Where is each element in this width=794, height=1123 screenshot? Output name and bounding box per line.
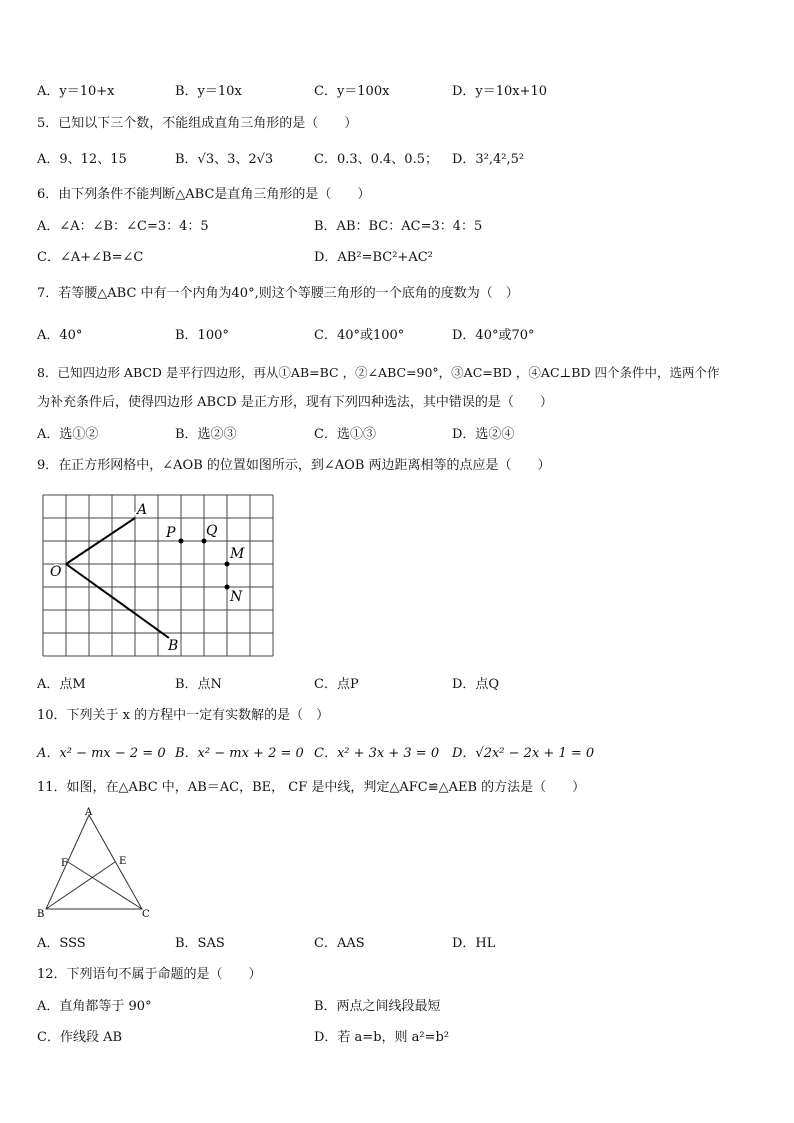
q12-option-c: C．作线段 AB: [37, 1030, 123, 1045]
q8-option-a: A．选①②: [37, 427, 99, 442]
q11-stem: 11．如图，在△ABC 中，AB＝AC，BE， CF 是中线，判定△AFC≌△AEB 的方法是（ ）: [37, 780, 586, 795]
q7-stem: 7．若等腰△ABC 中有一个内角为40°,则这个等腰三角形的一个底角的度数为（ ）: [37, 286, 519, 301]
ray-ob: [66, 564, 169, 638]
label-p: P: [166, 525, 176, 541]
q6-stem: 6．由下列条件不能判断△ABC是直角三角形的是（ ）: [37, 187, 371, 202]
q12-option-d: D．若 a=b，则 a²=b²: [314, 1030, 450, 1045]
q8-stem-line2: 为补充条件后，使得四边形 ABCD 是正方形，现有下列四种选法，其中错误的是（ ）: [37, 395, 553, 410]
q6-option-c: C．∠A+∠B=∠C: [37, 250, 144, 265]
q5-stem: 5．已知以下三个数，不能组成直角三角形的是（ ）: [37, 116, 358, 131]
q11-option-d: D．HL: [452, 936, 496, 951]
label-o: O: [50, 564, 62, 580]
q4-option-a: A．y＝10+x: [37, 84, 115, 99]
label-e: E: [119, 856, 127, 867]
q4-option-c: C．y＝100x: [314, 84, 390, 99]
q9-option-a: A．点M: [37, 677, 86, 692]
label-a: A: [137, 502, 148, 518]
label-f: F: [61, 858, 68, 869]
q9-option-b: B．点N: [175, 677, 222, 692]
q4-option-b: B．y＝10x: [175, 84, 242, 99]
q7-option-b: B．100°: [175, 328, 229, 343]
point-m: [225, 562, 230, 567]
q11-option-a: A．SSS: [37, 936, 86, 951]
q9-option-c: C．点P: [314, 677, 359, 692]
point-n: [225, 585, 230, 590]
label-c: C: [142, 909, 150, 920]
point-p: [179, 539, 184, 544]
label-b: B: [37, 909, 45, 920]
q8-option-c: C．选①③: [314, 427, 376, 442]
q10-stem: 10．下列关于 x 的方程中一定有实数解的是（ ）: [37, 708, 330, 723]
q11-option-b: B．SAS: [175, 936, 225, 951]
q9-stem: 9．在正方形网格中，∠AOB 的位置如图所示，到∠AOB 两边距离相等的点应是（ ）: [37, 458, 551, 473]
point-q: [202, 539, 207, 544]
label-b: B: [168, 638, 179, 654]
q9-option-d: D．点Q: [452, 677, 500, 692]
q6-option-d: D．AB²=BC²+AC²: [314, 250, 433, 265]
q7-option-c: C．40°或100°: [314, 328, 405, 343]
q4-option-d: D．y＝10x+10: [452, 84, 548, 99]
q6-option-a: A．∠A：∠B：∠C=3：4：5: [37, 219, 209, 234]
q8-stem-line1: 8．已知四边形 ABCD 是平行四边形，再从①AB=BC ，②∠ABC=90°，③AC=BD ，④AC⊥BD 四个条件中，选两个作: [37, 365, 720, 380]
q10-option-c: C．x² + 3x + 3 = 0: [314, 746, 440, 761]
q10-option-a: A．x² − mx − 2 = 0: [37, 746, 166, 761]
q9-grid-figure: [38, 490, 278, 660]
q11-triangle-figure: [34, 806, 158, 924]
q8-option-b: B．选②③: [175, 427, 237, 442]
q12-option-b: B．两点之间线段最短: [314, 999, 441, 1014]
q5-option-d: D．3²,4²,5²: [452, 152, 525, 167]
label-q: Q: [206, 523, 218, 539]
q5-option-c: C．0.3、0.4、0.5；: [314, 152, 438, 167]
label-n: N: [230, 589, 243, 605]
q8-option-d: D．选②④: [452, 427, 515, 442]
q10-option-b: B．x² − mx + 2 = 0: [175, 746, 304, 761]
q10-option-d: D．√2x² − 2x + 1 = 0: [452, 746, 595, 761]
label-a: A: [85, 807, 93, 818]
label-m: M: [230, 546, 245, 562]
q11-option-c: C．AAS: [314, 936, 365, 951]
q7-option-d: D．40°或70°: [452, 328, 535, 343]
q7-option-a: A．40°: [37, 328, 83, 343]
q12-option-a: A．直角都等于 90°: [37, 999, 152, 1014]
q5-option-b: B．√3、3、2√3: [175, 152, 274, 167]
q5-option-a: A．9、12、15: [37, 152, 127, 167]
q6-option-b: B．AB：BC：AC=3：4：5: [314, 219, 483, 234]
q12-stem: 12．下列语句不属于命题的是（ ）: [37, 967, 262, 982]
